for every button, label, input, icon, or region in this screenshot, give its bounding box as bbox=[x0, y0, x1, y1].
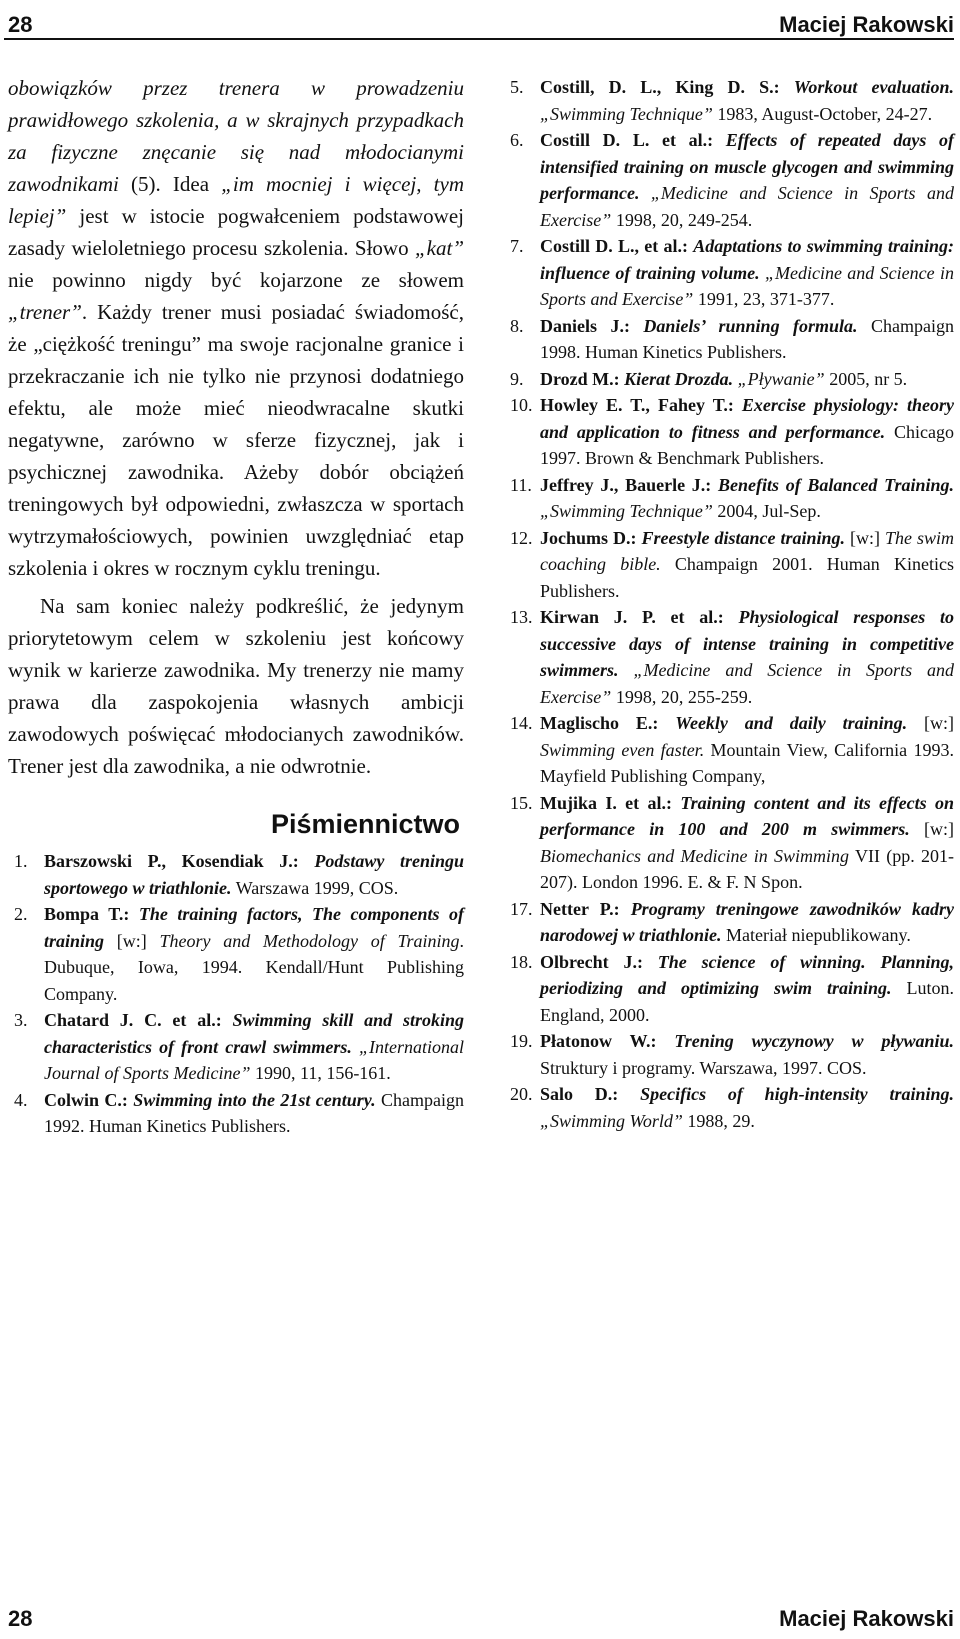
reference-details: Champaign 1992. Human Kinetics Publishers. bbox=[44, 1089, 464, 1136]
reference-number: 14. bbox=[510, 713, 533, 733]
reference-source: „Swimming World” bbox=[540, 1110, 683, 1131]
reference-details: VII (pp. 201-207). London 1996. E. & F. N Spon. bbox=[540, 845, 954, 892]
reference-source: „Swimming Technique” bbox=[540, 501, 713, 521]
reference-in-marker: [w:] bbox=[845, 527, 885, 548]
italic-quote: „im mocniej i więcej, tym lepiej” bbox=[8, 172, 465, 228]
running-header bbox=[4, 2, 954, 40]
reference-author: Howley E. T., Fahey T.: bbox=[540, 395, 734, 415]
references-heading: Piśmiennictwo bbox=[270, 809, 460, 839]
reference-title: Physiological responses to successive days of intense training in competitive swimmers. bbox=[540, 607, 955, 680]
reference-author: Jeffrey J., Bauerle J.: bbox=[540, 474, 712, 495]
body-text: nie powinno nigdy być kojarzone ze słowem bbox=[8, 268, 464, 292]
reference-list-left bbox=[8, 848, 464, 1140]
reference-number: 6. bbox=[510, 130, 524, 150]
reference-author: Costill D. L. et al.: bbox=[540, 130, 714, 150]
reference-author: Colwin C.: bbox=[44, 1089, 128, 1110]
reference-details: 2004, Jul-Sep. bbox=[712, 501, 821, 521]
reference-title: Kierat Drozda. bbox=[624, 368, 734, 389]
reference-number: 2. bbox=[14, 904, 28, 924]
reference-item bbox=[504, 1081, 954, 1134]
page-number: 28 bbox=[8, 12, 33, 37]
reference-number: 15. bbox=[510, 792, 533, 813]
reference-item bbox=[504, 127, 954, 233]
reference-title: The training factors, The components of training bbox=[44, 904, 465, 951]
reference-item bbox=[504, 313, 954, 366]
body-text: (5). Idea bbox=[118, 172, 222, 196]
italic-quote: „kat” bbox=[414, 236, 464, 260]
reference-in-marker: [w:] bbox=[909, 819, 954, 839]
reference-title: Freestyle distance training. bbox=[641, 527, 845, 548]
reference-details: 1991, 23, 371-377. bbox=[693, 289, 835, 309]
italic-text: obowiązków przez trenera w prowadzeniu prawidłowego szkolenia, a w skrajnych przypadkach za fizyczne znęcanie się nad młodocianymi zawodnikami bbox=[8, 76, 464, 196]
reference-author: Salo D.: bbox=[540, 1084, 619, 1104]
reference-item bbox=[8, 1087, 464, 1140]
reference-item bbox=[504, 896, 954, 949]
reference-number: 11. bbox=[510, 474, 532, 495]
reference-details: 1990, 11, 156-161. bbox=[250, 1063, 391, 1083]
reference-author: Płatonow W.: bbox=[540, 1031, 657, 1051]
reference-item bbox=[504, 366, 954, 393]
reference-author: Chatard J. C. et al.: bbox=[44, 1010, 222, 1030]
reference-number: 1. bbox=[14, 851, 28, 871]
reference-source: „Medicine and Science in Sports and Exercise” bbox=[540, 183, 954, 230]
italic-quote: „trener” bbox=[8, 300, 82, 324]
reference-details: 1998, 20, 255-259. bbox=[611, 686, 753, 707]
reference-title: The science of winning. Planning, periodizing and optimizing swim training. bbox=[540, 951, 955, 998]
reference-author: Costill, D. L., King D. S.: bbox=[540, 77, 780, 97]
reference-source: The swim coaching bible. bbox=[540, 527, 954, 574]
reference-author: Netter P.: bbox=[540, 898, 620, 919]
reference-number: 18. bbox=[510, 951, 533, 972]
body-paragraph-2: Na sam koniec należy podkreślić, że jedynym priorytetowym celem w szkoleniu jest końcowy wynik w karierze zawodnika. My trenerzy nie mamy prawa dla zaspokojenia własnych ambicji zawodowych poświęcać młodocianych zawodników. Trener jest dla zawodnika, a nie odwrotnie. bbox=[8, 594, 464, 778]
reference-number: 10. bbox=[510, 395, 533, 415]
reference-number: 20. bbox=[510, 1084, 533, 1104]
reference-item bbox=[8, 901, 464, 1007]
reference-item bbox=[504, 233, 954, 313]
reference-details: Chicago 1997. Brown & Benchmark Publishers. bbox=[540, 421, 954, 468]
reference-title: Podstawy treningu sportowego w triathlonie. bbox=[44, 851, 465, 898]
reference-number: 19. bbox=[510, 1031, 533, 1051]
reference-item bbox=[504, 1028, 954, 1081]
reference-source: Biomechanics and Medicine in Swimming bbox=[540, 845, 850, 866]
reference-details: 1988, 29. bbox=[682, 1110, 755, 1131]
reference-title: Programy treningowe zawodników kadry narodowej w triathlonie. bbox=[540, 898, 955, 945]
reference-item bbox=[504, 525, 954, 605]
footer-page-number: 28 bbox=[8, 1606, 33, 1631]
reference-number: 5. bbox=[510, 77, 524, 97]
header-author: Maciej Rakowski bbox=[779, 12, 954, 37]
reference-list-right bbox=[504, 74, 954, 1134]
running-footer bbox=[4, 1602, 954, 1632]
left-column bbox=[8, 72, 464, 1140]
reference-number: 3. bbox=[14, 1010, 28, 1030]
reference-author: Bompa T.: bbox=[44, 904, 130, 924]
reference-details: Champaign 2001. Human Kinetics Publishers. bbox=[540, 554, 954, 601]
reference-item bbox=[504, 790, 954, 896]
reference-source: „Medicine and Science in Sports and Exercise” bbox=[540, 660, 954, 707]
reference-title: Benefits of Balanced Training. bbox=[718, 474, 954, 495]
reference-author: Olbrecht J.: bbox=[540, 951, 643, 972]
reference-item bbox=[504, 710, 954, 790]
reference-author: Maglischo E.: bbox=[540, 713, 659, 733]
reference-item bbox=[504, 949, 954, 1029]
reference-title: Exercise physiology: theory and application to fitness and performance. bbox=[540, 395, 954, 442]
reference-details: 1983, August-October, 24-27. bbox=[712, 103, 933, 124]
footer-author: Maciej Rakowski bbox=[779, 1606, 954, 1631]
reference-details: Luton. England, 2000. bbox=[540, 978, 954, 1025]
reference-title: Swimming skill and stroking characteristics of front crawl swimmers. bbox=[44, 1010, 465, 1057]
reference-item bbox=[8, 848, 464, 901]
reference-number: 8. bbox=[510, 315, 524, 336]
reference-source: Theory and Methodology of Training bbox=[159, 930, 460, 951]
reference-number: 4. bbox=[14, 1089, 28, 1110]
reference-source: „Swimming Technique” bbox=[540, 103, 713, 124]
reference-item bbox=[504, 604, 954, 710]
reference-title: Specifics of high-intensity training. bbox=[640, 1084, 954, 1104]
reference-item bbox=[8, 1007, 464, 1087]
body-text: jest w istocie pogwałceniem podstawowej zasady wieloletniego procesu szkolenia. Słowo bbox=[8, 204, 464, 260]
body-text: . Każdy trener musi posiadać świadomość, że „ciężkość treningu” ma swoje racjonalne granice i przekraczanie ich nie tylko nie przynosi dodatniego efektu, ale może mieć nieodwracalne skutki negatywne, zarówno w sferze fizycznej, jak i psychicznej zawodnika. Ażeby dobór obciążeń treningowych był odpowiedni, zwłaszcza w sportach wytrzymałościowych, powinien uwzględniać etap szkolenia i okres w rocznym cyklu treningu. bbox=[8, 300, 464, 580]
reference-item bbox=[504, 74, 954, 127]
reference-source: „Pływanie” bbox=[733, 368, 825, 389]
reference-author: Jochums D.: bbox=[540, 527, 637, 548]
reference-in-marker: [w:] bbox=[907, 713, 955, 733]
reference-number: 17. bbox=[510, 898, 533, 919]
reference-number: 9. bbox=[510, 368, 524, 389]
reference-details: . Dubuque, Iowa, 1994. Kendall/Hunt Publishing Company. bbox=[44, 930, 464, 1004]
reference-details: Struktury i programy. Warszawa, 1997. COS. bbox=[540, 1057, 867, 1078]
reference-title: Weekly and daily training. bbox=[675, 713, 908, 733]
reference-author: Barszowski P., Kosendiak J.: bbox=[44, 851, 299, 871]
reference-author: Costill D. L., et al.: bbox=[540, 236, 688, 256]
reference-title: Trening wyczynowy w pływaniu. bbox=[674, 1031, 954, 1051]
reference-title: Swimming into the 21st century. bbox=[133, 1089, 376, 1110]
reference-in-marker: [w:] bbox=[104, 930, 160, 951]
reference-number: 13. bbox=[510, 607, 533, 627]
reference-number: 7. bbox=[510, 236, 524, 256]
reference-author: Mujika I. et al.: bbox=[540, 792, 672, 813]
reference-details: 1998, 20, 249-254. bbox=[611, 209, 753, 230]
reference-title: Adaptations to swimming training: influence of training volume. bbox=[540, 236, 955, 283]
reference-author: Drozd M.: bbox=[540, 368, 620, 389]
reference-source: Swimming even faster. bbox=[540, 739, 705, 760]
reference-title: Training content and its effects on performance in 100 and 200 m swimmers. bbox=[540, 792, 954, 839]
reference-source: „Medicine and Science in Sports and Exercise” bbox=[540, 262, 954, 309]
reference-title: Effects of repeated days of intensified training on muscle glycogen and swimming performance. bbox=[540, 130, 954, 203]
reference-author: Kirwan J. P. et al.: bbox=[540, 607, 724, 627]
reference-details: Mountain View, California 1993. Mayfield Publishing Company, bbox=[540, 739, 955, 786]
reference-item bbox=[504, 392, 954, 472]
right-column bbox=[504, 74, 954, 1134]
reference-title: Daniels’ running formula. bbox=[643, 315, 858, 336]
reference-details: Champaign 1998. Human Kinetics Publishers. bbox=[540, 315, 954, 362]
reference-details: Materiał niepublikowany. bbox=[721, 925, 911, 945]
reference-details: 2005, nr 5. bbox=[824, 368, 908, 389]
reference-source: „International Journal of Sports Medicine” bbox=[44, 1036, 464, 1083]
reference-item bbox=[504, 472, 954, 525]
reference-author: Daniels J.: bbox=[540, 315, 630, 336]
body-paragraph-1 bbox=[8, 72, 464, 584]
reference-number: 12. bbox=[510, 527, 533, 548]
reference-details: Warszawa 1999, COS. bbox=[231, 877, 399, 898]
reference-title: Workout evaluation. bbox=[793, 77, 954, 97]
